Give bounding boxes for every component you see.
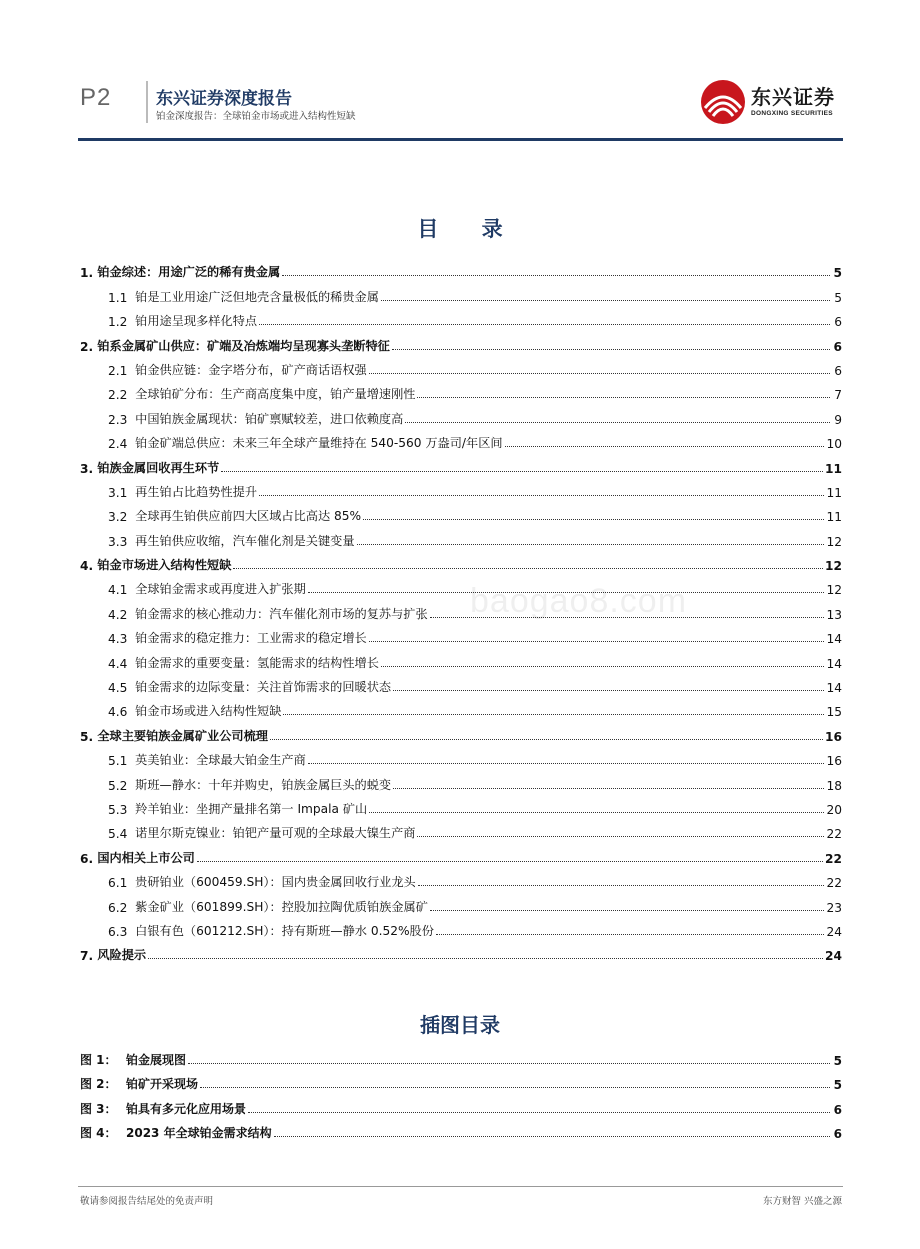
toc-entry-text: 国内相关上市公司 <box>97 850 195 865</box>
toc-entry-page: 11 <box>825 461 842 476</box>
toc-section-entry[interactable] <box>80 646 842 670</box>
toc-entry-text: 铂金供应链：金字塔分布，矿产商话语权强 <box>135 362 367 377</box>
toc-entry-text: 全球铂矿分布：生产商高度集中度，铂产量增速刚性 <box>135 387 416 402</box>
toc-entry-text: 铂金需求的边际变量：关注首饰需求的回暖状态 <box>135 680 392 695</box>
toc-entry-number: 4.2 <box>108 607 136 622</box>
toc-entry-number: 1. <box>80 266 98 281</box>
figure-entry-page: 5 <box>833 1054 842 1069</box>
toc-entry-page: 13 <box>826 607 842 622</box>
toc-dot-leader <box>283 714 824 715</box>
figure-list-entry[interactable] <box>80 1117 842 1141</box>
toc-entry-text: 铂金市场或进入结构性短缺 <box>135 704 282 719</box>
toc-entry-text: 铂系金属矿山供应：矿端及冶炼端均呈现寡头垄断特征 <box>97 338 390 353</box>
figure-entry-page: 6 <box>833 1126 842 1141</box>
toc-entry-page: 18 <box>826 778 842 793</box>
toc-dot-leader <box>369 373 830 374</box>
toc-entry-page: 15 <box>826 705 842 720</box>
toc-section-entry[interactable] <box>80 671 842 695</box>
toc-entry-page: 14 <box>826 656 842 671</box>
watermark: baogao8.com <box>470 582 688 620</box>
footer-disclaimer: 敬请参阅报告结尾处的免责声明 <box>80 1196 214 1207</box>
toc-dot-leader <box>369 812 824 813</box>
header-rule <box>78 138 843 141</box>
toc-section-entry[interactable] <box>80 354 842 378</box>
toc-entry-number: 5.2 <box>108 778 136 793</box>
toc-entry-number: 4.5 <box>108 681 136 696</box>
toc-entry-number: 1.2 <box>108 315 136 330</box>
toc-section-entry[interactable] <box>80 573 842 597</box>
toc-entry-text: 铂族金属回收再生环节 <box>97 460 220 475</box>
logo-text-cn: 东兴证券 <box>751 85 835 109</box>
toc-entry-number: 4.6 <box>108 705 136 720</box>
page-header <box>0 0 920 140</box>
figure-label: 图 3： <box>80 1101 117 1116</box>
toc-entry-page: 12 <box>826 583 842 598</box>
toc-entry-page: 6 <box>833 339 842 354</box>
toc-entry-page: 10 <box>826 437 842 452</box>
toc-entry-text: 全球铂金需求或再度进入扩张期 <box>135 582 306 597</box>
toc-entry-text: 紫金矿业（601899.SH）：控股加拉陶优质铂族金属矿 <box>135 899 428 914</box>
toc-dot-leader <box>417 397 830 398</box>
table-of-contents <box>80 256 842 963</box>
figure-list-entry[interactable] <box>80 1044 842 1068</box>
toc-entry-text: 铂是工业用途广泛但地壳含量极低的稀贵金属 <box>135 289 379 304</box>
toc-dot-leader <box>233 568 823 569</box>
toc-entry-number: 2.3 <box>108 412 136 427</box>
toc-entry-page: 24 <box>826 924 842 939</box>
toc-dot-leader <box>369 641 825 642</box>
figure-dot-leader <box>274 1136 830 1137</box>
report-subtitle: 铂金深度报告：全球铂金市场或进入结构性短缺 <box>156 111 356 122</box>
figure-entry-text: 铂金展现图 <box>126 1053 187 1068</box>
toc-entry-text: 再生铂占比趋势性提升 <box>135 484 258 499</box>
figure-list-entry[interactable] <box>80 1068 842 1092</box>
figure-entry-text: 铂矿开采现场 <box>126 1077 199 1092</box>
toc-entry-text: 诺里尔斯克镍业：铂钯产量可观的全球最大镍生产商 <box>135 826 416 841</box>
toc-entry-text: 再生铂供应收缩，汽车催化剂是关键变量 <box>135 533 355 548</box>
toc-entry-page: 11 <box>826 510 842 525</box>
figure-dot-leader <box>188 1063 830 1064</box>
toc-dot-leader <box>505 446 825 447</box>
logo-text-en: DONGXING SECURITIES <box>751 110 833 117</box>
toc-entry-page: 12 <box>825 559 842 574</box>
figure-label: 图 4： <box>80 1125 117 1140</box>
logo-emblem-icon <box>699 78 747 126</box>
figure-list-title: 插图目录 <box>420 1013 500 1037</box>
toc-entry-number: 3.2 <box>108 510 136 525</box>
toc-dot-leader <box>418 885 825 886</box>
toc-entry-text: 贵研铂业（600459.SH）：国内贵金属回收行业龙头 <box>135 875 416 890</box>
toc-entry-page: 23 <box>826 900 842 915</box>
toc-section-entry[interactable] <box>80 793 842 817</box>
toc-dot-leader <box>259 324 830 325</box>
figure-entry-text: 铂具有多元化应用场景 <box>126 1101 247 1116</box>
toc-dot-leader <box>436 934 825 935</box>
toc-dot-leader <box>221 471 823 472</box>
toc-dot-leader <box>393 788 824 789</box>
toc-chapter-entry[interactable] <box>80 841 842 865</box>
footer-slogan: 东方财智 兴盛之源 <box>762 1196 842 1207</box>
toc-entry-page: 5 <box>834 290 842 305</box>
toc-section-entry[interactable] <box>80 695 842 719</box>
toc-entry-text: 全球再生铂供应前四大区域占比高达 85% <box>135 509 362 524</box>
toc-entry-number: 2.4 <box>108 437 136 452</box>
toc-entry-text: 铂金需求的重要变量：氢能需求的结构性增长 <box>135 655 379 670</box>
toc-section-entry[interactable] <box>80 890 842 914</box>
toc-entry-page: 16 <box>825 729 842 744</box>
toc-chapter-entry[interactable] <box>80 451 842 475</box>
toc-section-entry[interactable] <box>80 622 842 646</box>
toc-entry-text: 风险提示 <box>97 948 147 963</box>
toc-entry-page: 22 <box>826 827 842 842</box>
toc-section-entry[interactable] <box>80 427 842 451</box>
toc-dot-leader <box>405 422 830 423</box>
toc-dot-leader <box>393 690 824 691</box>
toc-entry-page: 11 <box>826 485 842 500</box>
toc-entry-number: 6.3 <box>108 924 136 939</box>
toc-section-entry[interactable] <box>80 866 842 890</box>
toc-section-entry[interactable] <box>80 476 842 500</box>
toc-section-entry[interactable] <box>80 915 842 939</box>
toc-section-entry[interactable] <box>80 597 842 621</box>
toc-dot-leader <box>259 495 824 496</box>
toc-entry-page: 22 <box>826 876 842 891</box>
toc-entry-page: 6 <box>834 315 842 330</box>
toc-entry-number: 6.1 <box>108 876 136 891</box>
toc-dot-leader <box>308 763 825 764</box>
toc-entry-text: 铂金需求的稳定推力：工业需求的稳定增长 <box>135 631 367 646</box>
company-logo <box>699 78 849 128</box>
toc-entry-number: 3.3 <box>108 534 136 549</box>
toc-dot-leader <box>381 300 830 301</box>
figure-list <box>80 1044 842 1141</box>
toc-entry-number: 5.1 <box>108 754 136 769</box>
toc-entry-page: 14 <box>826 632 842 647</box>
toc-entry-page: 7 <box>834 388 842 403</box>
toc-section-entry[interactable] <box>80 744 842 768</box>
toc-entry-text: 铂金综述：用途广泛的稀有贵金属 <box>97 265 281 280</box>
figure-dot-leader <box>200 1087 830 1088</box>
toc-entry-number: 2.1 <box>108 363 136 378</box>
toc-entry-number: 7. <box>80 949 98 964</box>
toc-dot-leader <box>417 836 824 837</box>
toc-entry-number: 4.1 <box>108 583 136 598</box>
figure-label: 图 2： <box>80 1077 117 1092</box>
toc-entry-number: 4.4 <box>108 656 136 671</box>
header-divider <box>146 81 148 123</box>
toc-entry-page: 12 <box>826 534 842 549</box>
figure-entry-page: 6 <box>833 1102 842 1117</box>
toc-entry-text: 铂金需求的核心推动力：汽车催化剂市场的复苏与扩张 <box>135 606 428 621</box>
toc-entry-number: 6. <box>80 851 98 866</box>
figure-entry-page: 5 <box>833 1078 842 1093</box>
toc-section-entry[interactable] <box>80 500 842 524</box>
figure-dot-leader <box>248 1112 830 1113</box>
toc-dot-leader <box>430 910 825 911</box>
toc-entry-page: 20 <box>826 802 842 817</box>
toc-entry-number: 5.3 <box>108 802 136 817</box>
toc-title: 目 录 <box>417 217 521 241</box>
toc-entry-number: 4. <box>80 559 98 574</box>
toc-entry-number: 5. <box>80 729 98 744</box>
toc-entry-text: 铂用途呈现多样化特点 <box>135 314 258 329</box>
toc-entry-page: 16 <box>826 754 842 769</box>
toc-section-entry[interactable] <box>80 280 842 304</box>
toc-chapter-entry[interactable] <box>80 719 842 743</box>
footer-rule <box>78 1186 843 1187</box>
toc-chapter-entry[interactable] <box>80 329 842 353</box>
toc-entry-text: 斯班—静水：十年并购史，铂族金属巨头的蜕变 <box>135 777 392 792</box>
toc-entry-text: 全球主要铂族金属矿业公司梳理 <box>97 728 268 743</box>
toc-entry-number: 1.1 <box>108 290 136 305</box>
toc-section-entry[interactable] <box>80 402 842 426</box>
figure-entry-text: 2023 年全球铂金需求结构 <box>126 1125 272 1140</box>
toc-entry-page: 22 <box>825 851 842 866</box>
toc-dot-leader <box>381 666 825 667</box>
figure-label: 图 1： <box>80 1053 117 1068</box>
toc-entry-number: 2. <box>80 339 98 354</box>
toc-chapter-entry[interactable] <box>80 256 842 280</box>
toc-entry-page: 14 <box>826 681 842 696</box>
toc-entry-text: 铂金矿端总供应：未来三年全球产量维持在 540-560 万盎司/年区间 <box>135 436 503 451</box>
toc-section-entry[interactable] <box>80 305 842 329</box>
toc-chapter-entry[interactable] <box>80 549 842 573</box>
toc-entry-number: 6.2 <box>108 900 136 915</box>
toc-entry-text: 铂金市场进入结构性短缺 <box>97 558 232 573</box>
report-brand-title: 东兴证券深度报告 <box>156 89 292 109</box>
toc-entry-text: 羚羊铂业：坐拥产量排名第一 Impala 矿山 <box>135 801 368 816</box>
toc-entry-number: 3.1 <box>108 485 136 500</box>
toc-dot-leader <box>357 544 825 545</box>
toc-section-entry[interactable] <box>80 378 842 402</box>
toc-entry-text: 白银有色（601212.SH）：持有斯班—静水 0.52%股份 <box>135 923 434 938</box>
toc-dot-leader <box>392 349 830 350</box>
toc-entry-number: 2.2 <box>108 388 136 403</box>
toc-dot-leader <box>363 519 824 520</box>
toc-entry-text: 英美铂业：全球最大铂金生产商 <box>135 753 306 768</box>
toc-entry-page: 9 <box>834 412 842 427</box>
toc-section-entry[interactable] <box>80 524 842 548</box>
toc-dot-leader <box>148 958 823 959</box>
toc-entry-page: 5 <box>833 266 842 281</box>
toc-dot-leader <box>197 861 823 862</box>
toc-dot-leader <box>282 275 830 276</box>
toc-dot-leader <box>270 739 823 740</box>
toc-entry-page: 6 <box>834 363 842 378</box>
toc-section-entry[interactable] <box>80 817 842 841</box>
toc-entry-number: 3. <box>80 461 98 476</box>
toc-entry-page: 24 <box>825 949 842 964</box>
toc-chapter-entry[interactable] <box>80 939 842 963</box>
figure-list-entry[interactable] <box>80 1092 842 1116</box>
toc-entry-text: 中国铂族金属现状：铂矿禀赋较差，进口依赖度高 <box>135 411 404 426</box>
toc-entry-number: 5.4 <box>108 827 136 842</box>
toc-entry-number: 4.3 <box>108 632 136 647</box>
toc-section-entry[interactable] <box>80 768 842 792</box>
page-number: P2 <box>80 84 112 111</box>
